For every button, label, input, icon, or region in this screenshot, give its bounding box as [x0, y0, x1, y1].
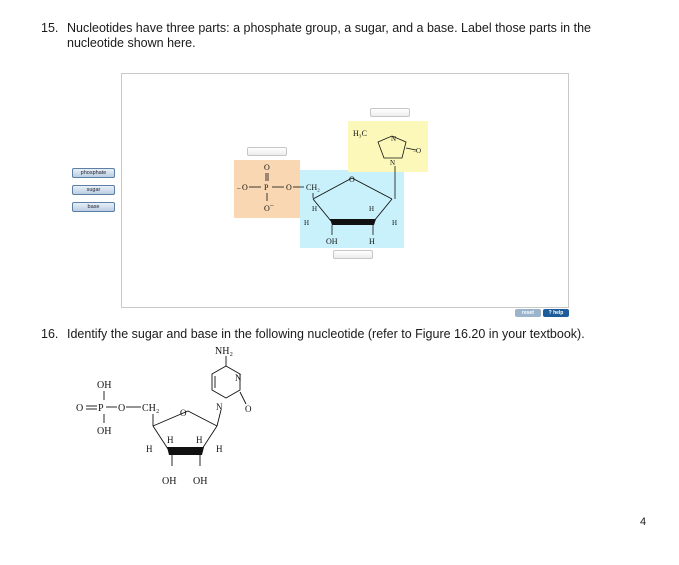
oh-c2-2: OH	[193, 476, 208, 487]
cytosine-n3: N	[235, 373, 242, 383]
phosphate-oh-top: OH	[97, 380, 112, 391]
reset-button[interactable]: reset	[515, 309, 541, 317]
h-c1-2: H	[146, 444, 153, 454]
ring-o: O	[349, 175, 355, 184]
ch2-label-2: CH₂	[142, 403, 160, 414]
ring-o-2: O	[180, 408, 187, 418]
drop-target-sugar[interactable]	[333, 250, 373, 259]
h-c4-2: H	[216, 444, 223, 454]
bridge-o: O	[286, 183, 292, 192]
base-n1: N	[391, 135, 397, 143]
phosphate-top-o: O	[264, 163, 270, 172]
question-text: Identify the sugar and base in the following nucleotide (refer to Figure 16.20 in your textbook).	[67, 327, 585, 341]
question-16	[41, 327, 661, 342]
base-o: O	[416, 147, 422, 155]
drop-target-base[interactable]	[370, 108, 410, 117]
h-c1: H	[312, 205, 318, 213]
h-c1-lower: H	[304, 219, 310, 227]
nh2-label: NH₂	[215, 346, 233, 357]
phosphate-bottom-o: O	[264, 204, 270, 213]
oh-c3-2: OH	[162, 476, 177, 487]
question-number: 16.	[41, 327, 59, 341]
base-n2: N	[390, 159, 396, 167]
oh-c3: OH	[326, 237, 338, 246]
label-chip-phosphate[interactable]: phosphate	[72, 168, 115, 178]
phosphorus-2: P	[98, 403, 104, 414]
phosphate-left-o: O	[242, 183, 248, 192]
h-c3-2: H	[196, 435, 203, 445]
cytosine-n1: N	[216, 402, 223, 412]
h-c3: H	[392, 219, 398, 227]
h-c2: H	[369, 205, 375, 213]
base-eq: =	[413, 147, 417, 155]
phosphate-oh-bottom: OH	[97, 426, 112, 437]
question-text-line1: Nucleotides have three parts: a phosphate group, a sugar, and a base. Label those parts in the	[67, 21, 591, 35]
label-chip-sugar[interactable]: sugar	[72, 185, 115, 195]
ch2-label: CH₂	[306, 183, 320, 192]
h-c2-lower: H	[369, 237, 375, 246]
bridge-o-2: O	[118, 403, 126, 414]
phosphate-o: O	[76, 403, 84, 414]
h3c-label: H₃C	[353, 129, 367, 138]
question-number: 15.	[41, 21, 59, 35]
phosphate-bottom-charge: –	[270, 201, 274, 209]
label-chip-base[interactable]: base	[72, 202, 115, 212]
question-text-line2: nucleotide shown here.	[67, 36, 196, 50]
drop-target-phosphate[interactable]	[247, 147, 287, 156]
cytosine-o: O	[245, 404, 252, 414]
page-number: 4	[640, 516, 647, 528]
help-button[interactable]: ? help	[543, 309, 569, 317]
help-icon: ?	[548, 310, 552, 316]
h-c2-2: H	[167, 435, 174, 445]
phosphorus: P	[264, 183, 269, 192]
phosphate-left-charge: –	[237, 184, 241, 192]
